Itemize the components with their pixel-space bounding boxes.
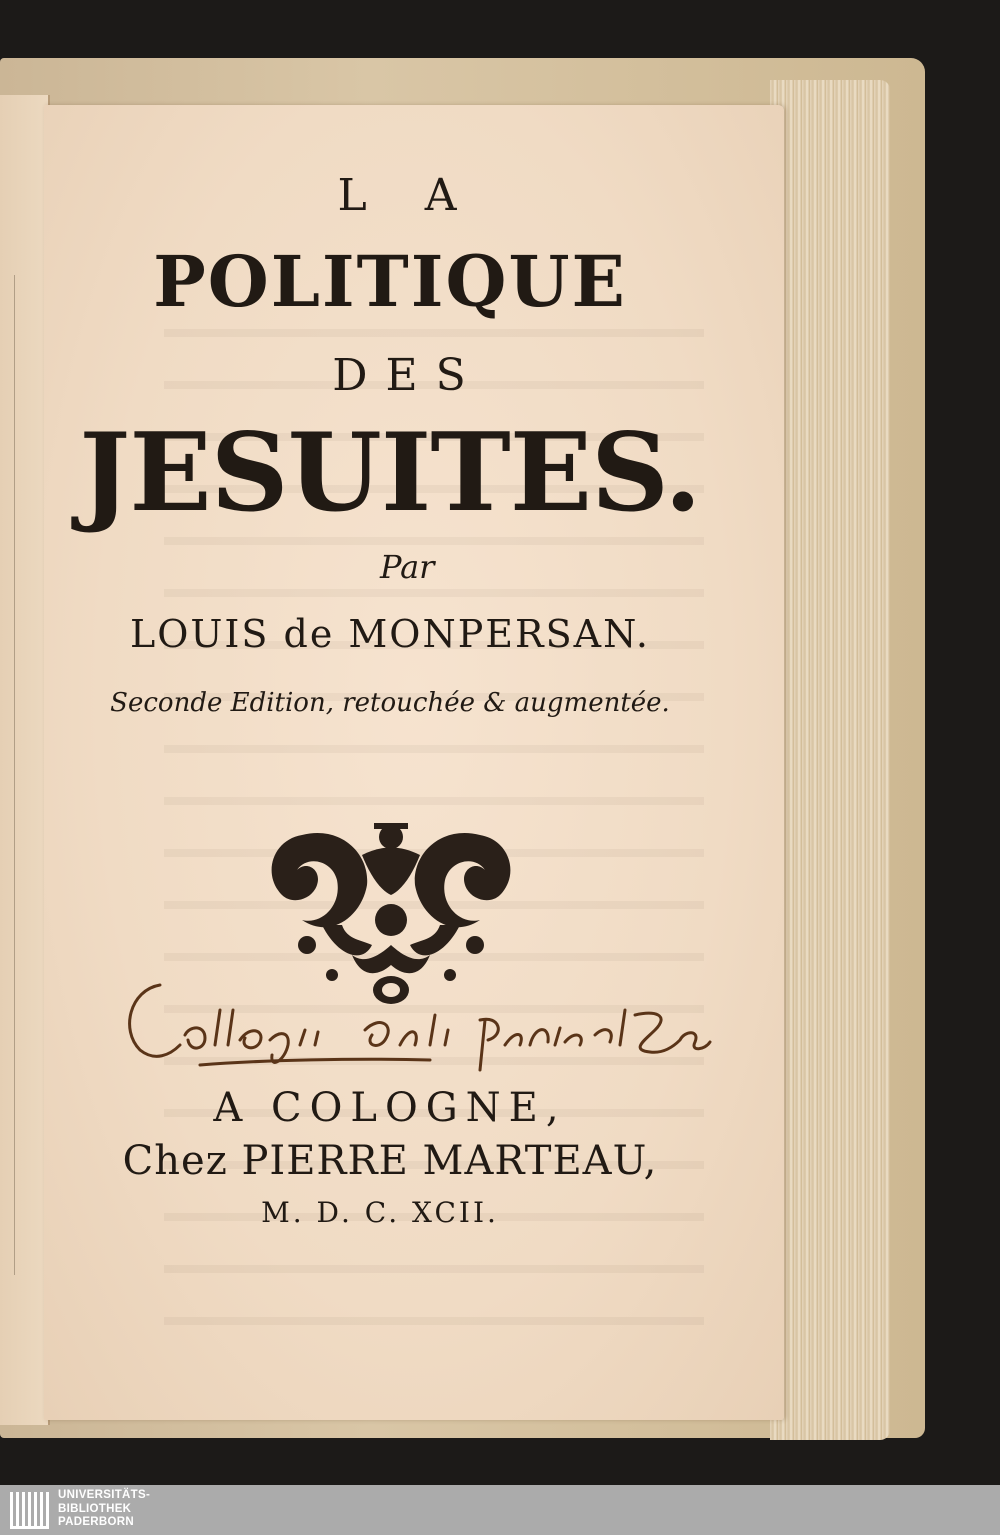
edition-note: Seconde Edition, retouchée & augmentée. [110,688,670,718]
library-name-line-1: UNIVERSITÄTS- [58,1489,151,1501]
handwritten-ownership-inscription [110,970,720,1080]
author-name: LOUIS de MONPERSAN. [129,612,651,656]
library-name-line-2: BIBLIOTHEK [58,1502,132,1515]
imprint-date: M. D. C. XCII. [261,1196,499,1229]
library-footer-bar [0,1485,1000,1535]
title-line-des: DES [332,350,484,401]
page-edges [770,80,890,1440]
university-library-logo-icon [8,1488,52,1532]
title-line-la: L A [337,170,479,221]
title-line-politique: POLITIQUE [153,240,627,323]
library-name-line-3: PADERBORN [58,1516,134,1528]
title-line-jesuites: JESUITES. [79,410,701,536]
imprint-place: A COLOGNE, [213,1085,567,1131]
imprint-printer: Chez PIERRE MARTEAU, [122,1138,658,1184]
library-name [58,1489,150,1530]
by-line: Par [380,548,435,586]
